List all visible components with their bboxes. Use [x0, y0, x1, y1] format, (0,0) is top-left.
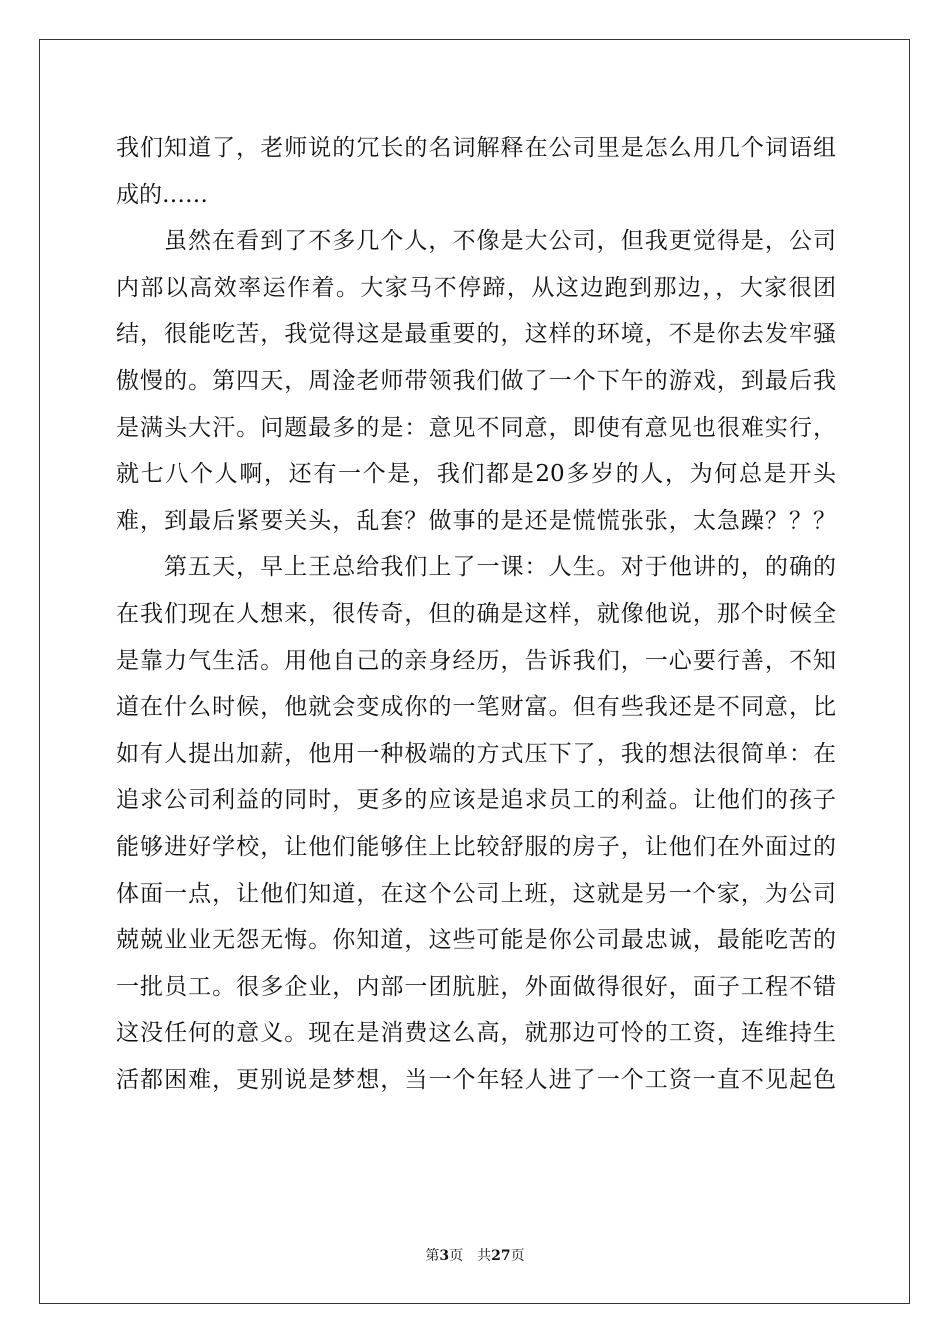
text-line: 如有人提出加薪，他用一种极端的方式压下了，我的想法很简单：在 [116, 740, 836, 767]
text-line: 成的…… [116, 181, 208, 208]
text-line: 兢兢业业无怨无悔。你知道，这些可能是你公司最忠诚，最能吃苦的 [116, 927, 836, 954]
text-line: 结，很能吃苦，我觉得这是最重要的，这样的环境，不是你去发牢骚 [116, 321, 836, 348]
text-line: 就七八个人啊，还有一个是，我们都是20多岁的人，为何总是开头 [116, 461, 836, 488]
current-page-number: 3 [439, 1248, 450, 1264]
text-line: 在我们现在人想来，很传奇，但的确是这样，就像他说，那个时候全 [116, 600, 836, 627]
text-line: 活都困难，更别说是梦想，当一个年轻人进了一个工资一直不见起色 [116, 1066, 836, 1093]
footer-prefix: 第 [425, 1248, 440, 1264]
text-line: 体面一点，让他们知道，在这个公司上班，这就是另一个家，为公司 [116, 880, 836, 907]
text-line: 能够进好学校，让他们能够住上比较舒服的房子，让他们在外面过的 [116, 833, 836, 860]
text-line: 是靠力气生活。用他自己的亲身经历，告诉我们，一心要行善，不知 [116, 647, 836, 674]
text-line: 这没任何的意义。现在是消费这么高，就那边可怜的工资，连维持生 [116, 1020, 836, 1047]
text-line: 内部以高效率运作着。大家马不停蹄，从这边跑到那边，，大家很团 [116, 274, 836, 301]
text-line: 一批员工。很多企业，内部一团肮脏，外面做得很好，面子工程不错 [116, 973, 836, 1000]
text-line: 我们知道了，老师说的冗长的名词解释在公司里是怎么用几个词语组 [116, 135, 836, 161]
text-line: 难，到最后紧要关头，乱套？做事的是还是慌慌张张，太急躁？？？ [116, 507, 836, 534]
text-line: 傲慢的。第四天，周淦老师带领我们做了一个下午的游戏，到最后我 [116, 367, 836, 394]
total-page-count: 27 [491, 1248, 511, 1264]
document-body [116, 125, 836, 1103]
footer-middle: 页 共 [449, 1248, 492, 1264]
text-line: 是满头大汗。问题最多的是：意见不同意，即使有意见也很难实行， [116, 414, 836, 441]
page-footer [0, 1245, 950, 1265]
text-line: 道在什么时候，他就会变成你的一笔财富。但有些我还是不同意，比 [116, 694, 836, 721]
footer-suffix: 页 [510, 1248, 525, 1264]
text-line: 追求公司利益的同时，更多的应该是追求员工的利益。让他们的孩子 [116, 787, 836, 814]
paragraph-first-line: 虽然在看到了不多几个人，不像是大公司，但我更觉得是，公司 [164, 228, 836, 255]
paragraph-first-line: 第五天，早上王总给我们上了一课：人生。对于他讲的，的确的 [164, 554, 836, 581]
